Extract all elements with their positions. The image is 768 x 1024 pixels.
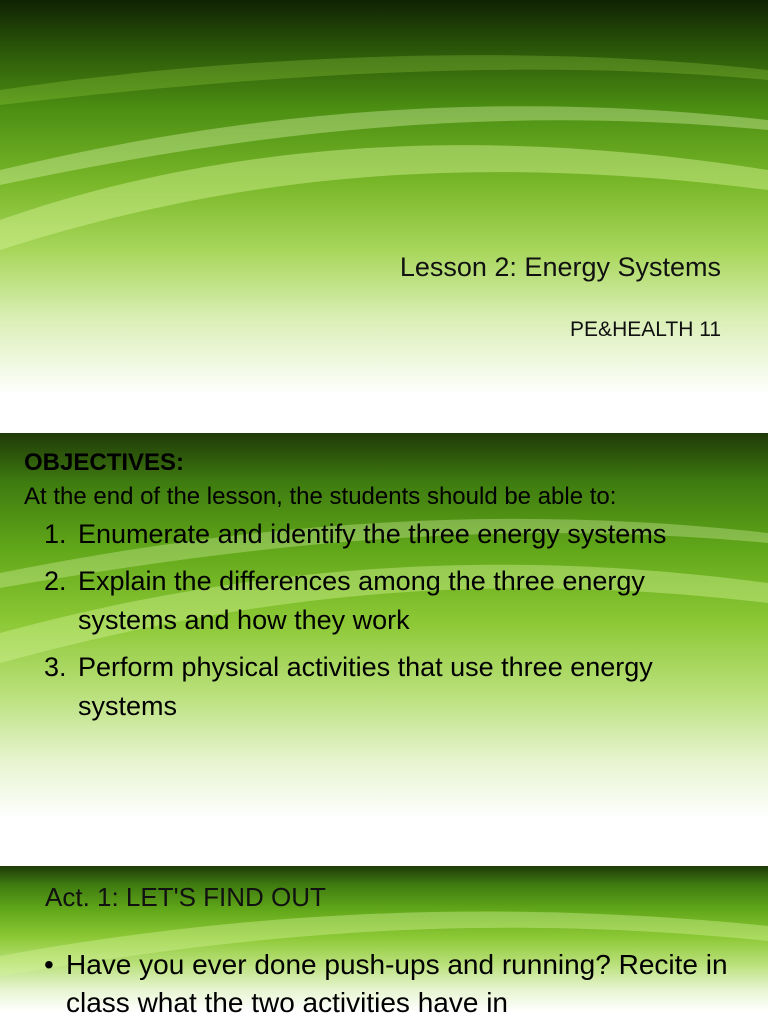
- green-swoosh-decoration: [0, 0, 768, 420]
- slide-subtitle: PE&HEALTH 11: [570, 318, 721, 341]
- objectives-heading: OBJECTIVES:: [24, 449, 185, 476]
- objectives-intro: At the end of the lesson, the students should be able to:: [24, 483, 617, 510]
- activity-bullet: [44, 946, 734, 1022]
- title-slide: [0, 0, 768, 420]
- objective-text: Explain the differences among the three energy systems and how they work: [78, 566, 645, 635]
- objectives-list: [44, 515, 734, 734]
- objective-text: Perform physical activities that use three energy systems: [78, 652, 653, 721]
- objective-number: 3.: [44, 652, 67, 682]
- objective-text: Enumerate and identify the three energy systems: [78, 519, 667, 549]
- objective-item: [44, 515, 734, 554]
- objective-item: [44, 648, 734, 726]
- activity-heading: Act. 1: LET'S FIND OUT: [45, 882, 326, 912]
- slide-title: Lesson 2: Energy Systems: [399, 252, 721, 282]
- bullet-text: Have you ever done push-ups and running? Recite in class what the two activities have in: [66, 949, 728, 1018]
- objectives-slide: [0, 433, 768, 853]
- activity-slide: [0, 866, 768, 1024]
- objective-item: [44, 562, 734, 640]
- bullet-icon: •: [44, 949, 54, 980]
- objective-number: 2.: [44, 566, 67, 596]
- objective-number: 1.: [44, 519, 67, 549]
